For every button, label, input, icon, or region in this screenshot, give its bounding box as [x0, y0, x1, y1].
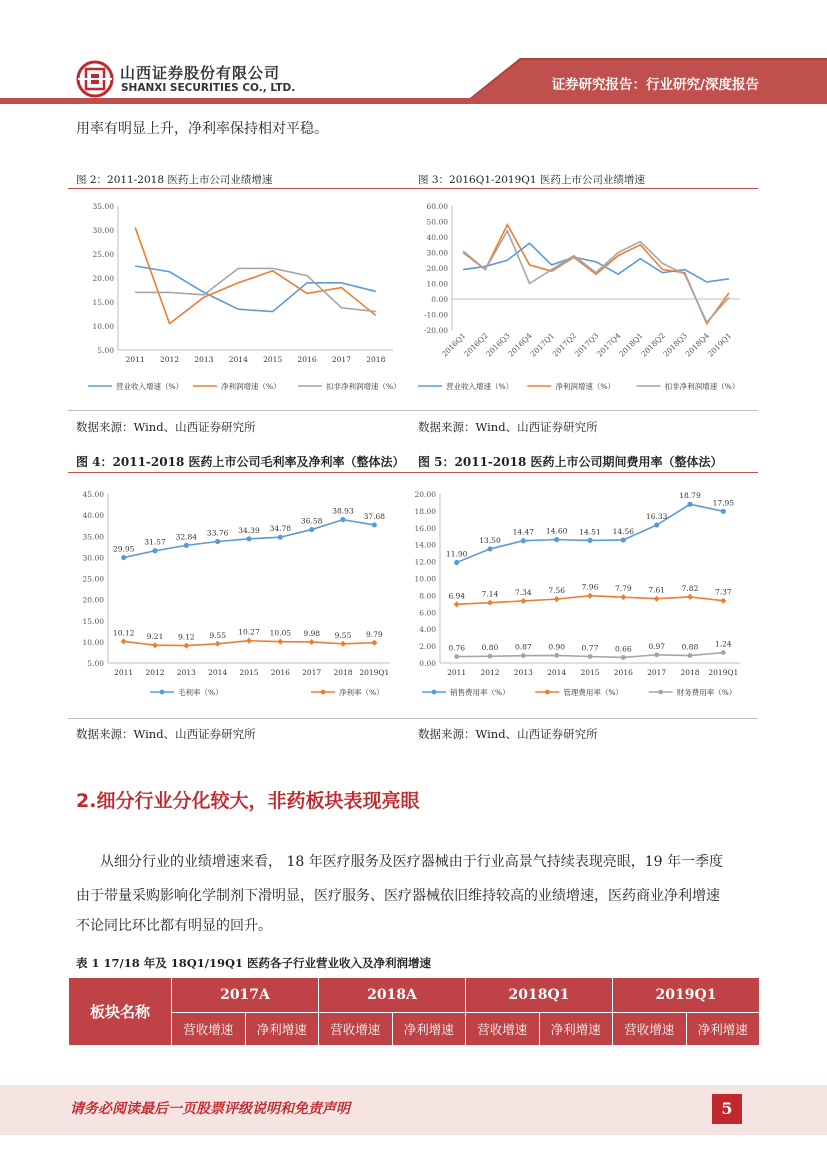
data-label: 0.87	[514, 642, 532, 652]
x-tick-label: 2016	[297, 355, 317, 364]
table-sub-header: 净利增速	[245, 1013, 319, 1046]
series-point	[371, 640, 377, 646]
y-tick-label: 35.00	[92, 202, 114, 211]
section-heading: 2.细分行业分化较大，非药板块表现亮眼	[76, 790, 420, 812]
x-tick-label: 2011	[125, 355, 145, 364]
series-point	[554, 596, 560, 602]
y-tick-label: 5.00	[87, 659, 104, 668]
data-label: 7.37	[714, 587, 732, 597]
table-title: 表 1 17/18 年及 18Q1/19Q1 医药各子行业营业收入及净利润增速	[76, 956, 431, 970]
x-tick-label: 2018	[680, 668, 700, 677]
y-tick-label: 2.00	[419, 642, 436, 652]
series-point	[521, 653, 526, 658]
fig4-title: 图 4：2011-2018 医药上市公司毛利率及净利率（整体法）	[76, 455, 405, 469]
data-label: 32.84	[175, 532, 198, 542]
data-label: 10.27	[238, 627, 260, 637]
series-point	[654, 522, 659, 527]
data-label: 0.80	[481, 643, 499, 653]
series-point	[554, 653, 559, 658]
data-label: 7.14	[481, 589, 499, 599]
series-point	[654, 652, 659, 657]
legend-label: 扣非净利润增速（%）	[664, 382, 740, 391]
series-line	[135, 268, 376, 311]
series-point	[687, 594, 693, 600]
x-tick-label: 2012	[160, 355, 180, 364]
data-label: 33.76	[206, 528, 229, 538]
x-tick-label: 2013	[176, 668, 196, 677]
table-sub-header: 净利增速	[539, 1013, 613, 1046]
data-label: 38.93	[332, 506, 354, 516]
x-tick-label: 2014	[208, 668, 228, 677]
data-label: 7.34	[514, 587, 532, 597]
legend-label: 扣非净利润增速（%）	[326, 382, 401, 391]
x-tick-label: 2019Q1	[708, 668, 739, 677]
data-label: 9.98	[303, 628, 321, 638]
fig4-chart	[68, 480, 408, 712]
x-tick-label: 2013	[513, 668, 533, 677]
y-tick-label: 10.00	[414, 574, 436, 584]
x-tick-label: 2017Q4	[594, 331, 623, 359]
series-point	[121, 638, 127, 644]
series-point	[184, 543, 189, 548]
table-sub-header: 营收增速	[172, 1013, 246, 1046]
disclaimer-link[interactable]: 请务必阅读最后一页股票评级说明和免责声明	[70, 1101, 350, 1117]
data-label: 7.82	[681, 583, 699, 593]
x-tick-label: 2014	[547, 668, 567, 677]
y-tick-label: 40.00	[426, 233, 448, 242]
data-label: 7.79	[614, 584, 632, 594]
intro-line: 用率有明显上升，净利率保持相对平稳。	[76, 121, 328, 137]
series-point	[587, 593, 593, 599]
fig-source-rule	[68, 410, 758, 411]
y-tick-label: 8.00	[419, 591, 436, 601]
series-point	[215, 641, 221, 647]
series-point	[488, 654, 493, 659]
data-label: 7.61	[648, 585, 666, 595]
series-point	[688, 653, 693, 658]
series-point	[340, 641, 346, 647]
series-point	[340, 517, 345, 522]
data-label: 0.90	[548, 642, 566, 652]
data-label: 14.47	[512, 527, 535, 537]
data-label: 16.33	[645, 512, 668, 522]
x-tick-label: 2016	[270, 668, 290, 677]
data-label: 36.58	[300, 516, 323, 526]
series-point	[152, 642, 158, 648]
company-name-en: SHANXI SECURITIES CO., LTD.	[121, 82, 296, 94]
x-tick-label: 2019Q1	[359, 668, 390, 677]
x-tick-label: 2011	[114, 668, 134, 677]
series-point	[246, 638, 252, 644]
series-point	[215, 539, 220, 544]
fig2-title: 图 2：2011-2018 医药上市公司业绩增速	[76, 174, 273, 186]
series-point	[277, 639, 283, 645]
data-label: 9.79	[365, 629, 383, 639]
y-tick-label: 10.00	[82, 637, 104, 647]
data-label: 14.51	[579, 527, 601, 537]
x-tick-label: 2018	[333, 668, 353, 677]
y-tick-label: 4.00	[419, 625, 436, 635]
legend-marker	[432, 690, 437, 695]
data-label: 10.12	[112, 628, 135, 638]
x-tick-label: 2016	[613, 668, 633, 677]
series-point	[309, 527, 314, 532]
legend-label: 销售费用率（%）	[450, 688, 510, 697]
paragraph-line-3: 不论同比环比都有明显的回升。	[76, 918, 272, 934]
data-label: 9.12	[177, 632, 195, 642]
x-tick-label: 2018Q3	[661, 331, 690, 359]
y-tick-label: -10.00	[423, 310, 448, 320]
y-tick-label: 30.00	[92, 226, 114, 235]
x-tick-label: 2018Q4	[683, 331, 712, 359]
fig-mid-rule	[68, 472, 758, 473]
series-line	[463, 231, 729, 322]
x-tick-label: 2017Q2	[550, 331, 579, 359]
fig5-chart	[410, 480, 758, 712]
table-period-header: 2018Q1	[466, 978, 613, 1013]
data-label: 0.66	[614, 644, 632, 654]
data-label: 37.68	[363, 511, 386, 521]
y-tick-label: 60.00	[426, 202, 448, 211]
data-label: 9.21	[146, 632, 164, 642]
industry-growth-table	[68, 977, 760, 1046]
table-row-header: 板块名称	[69, 978, 172, 1046]
fig4-source: 数据来源：Wind、山西证券研究所	[76, 727, 256, 741]
x-tick-label: 2017Q1	[528, 331, 557, 359]
series-point	[654, 596, 660, 602]
y-tick-label: 15.00	[92, 298, 114, 307]
y-tick-label: -20.00	[423, 326, 448, 335]
data-label: 10.05	[269, 628, 292, 638]
paragraph-line-1: 从细分行业的业绩增速来看， 18 年医疗服务及医疗器械由于行业高景气持续表现亮眼，19 年一季度	[100, 854, 723, 870]
x-tick-label: 2015	[580, 668, 600, 677]
data-label: 9.55	[209, 630, 227, 640]
series-point	[621, 537, 626, 542]
legend-marker	[160, 690, 165, 695]
y-tick-label: 18.00	[414, 506, 436, 516]
fig-source-rule-2	[68, 718, 758, 719]
series-point	[521, 538, 526, 543]
x-tick-label: 2016Q4	[506, 331, 534, 359]
table-sub-header: 营收增速	[466, 1013, 540, 1046]
table-period-header: 2017A	[172, 978, 319, 1013]
y-tick-label: 25.00	[92, 250, 114, 259]
legend-label: 营业收入增速（%）	[446, 382, 514, 391]
data-label: 1.24	[714, 639, 732, 649]
x-tick-label: 2019Q1	[705, 331, 734, 359]
data-label: 7.96	[581, 582, 599, 592]
data-label: 18.79	[679, 491, 701, 501]
series-point	[720, 598, 726, 604]
y-tick-label: 10.00	[426, 279, 448, 289]
data-label: 13.50	[479, 535, 501, 545]
x-tick-label: 2017	[331, 355, 351, 364]
data-label: 17.95	[712, 498, 735, 508]
fig5-title: 图 5：2011-2018 医药上市公司期间费用率（整体法）	[418, 455, 723, 469]
series-point	[454, 601, 460, 607]
y-tick-label: 40.00	[82, 511, 104, 521]
series-point	[520, 598, 526, 604]
y-tick-label: 25.00	[82, 574, 104, 584]
y-tick-label: 15.00	[82, 616, 104, 626]
company-name-cn: 山西证券股份有限公司	[120, 64, 281, 82]
series-point	[454, 654, 459, 659]
fig5-source: 数据来源：Wind、山西证券研究所	[418, 727, 598, 741]
fig3-source: 数据来源：Wind、山西证券研究所	[418, 420, 598, 434]
series-line	[135, 228, 376, 324]
legend-label: 净利润增速（%）	[555, 382, 615, 391]
x-tick-label: 2016Q3	[484, 331, 512, 359]
y-tick-label: 30.00	[426, 248, 448, 258]
y-tick-label: 20.00	[82, 595, 104, 605]
y-tick-label: 20.00	[426, 264, 448, 273]
paragraph-line-2: 由于带量采购影响化学制剂下滑明显，医疗服务、医疗器械依旧维持较高的业绩增速，医药商业净利增速	[76, 888, 720, 904]
x-tick-label: 2015	[263, 355, 283, 364]
y-tick-label: 0.00	[431, 295, 448, 304]
legend-label: 毛利率（%）	[178, 688, 223, 697]
series-point	[554, 537, 559, 542]
series-point	[620, 594, 626, 600]
y-tick-label: 50.00	[426, 217, 448, 227]
series-point	[454, 560, 459, 565]
series-point	[372, 522, 377, 527]
x-tick-label: 2017Q3	[572, 331, 601, 359]
data-label: 31.57	[144, 537, 166, 547]
series-point	[246, 536, 251, 541]
series-point	[721, 650, 726, 655]
x-tick-label: 2017	[647, 668, 667, 677]
series-point	[121, 555, 126, 560]
y-tick-label: 10.00	[92, 322, 114, 331]
table-sub-header: 营收增速	[613, 1013, 687, 1046]
data-label: 14.56	[612, 526, 635, 536]
legend-marker	[545, 690, 550, 695]
legend-marker	[658, 690, 663, 695]
table-sub-header: 净利增速	[686, 1013, 760, 1046]
y-tick-label: 16.00	[414, 523, 436, 533]
legend-label: 净利润增速（%）	[221, 382, 281, 391]
y-tick-label: 5.00	[97, 346, 114, 355]
data-label: 0.97	[648, 641, 666, 651]
data-label: 0.88	[681, 642, 699, 652]
x-tick-label: 2018Q1	[617, 331, 645, 359]
table-sub-header: 净利增速	[392, 1013, 466, 1046]
data-label: 6.94	[448, 591, 466, 601]
legend-label: 净利率（%）	[339, 688, 384, 697]
x-tick-label: 2011	[447, 668, 467, 677]
x-tick-label: 2015	[239, 668, 259, 677]
y-tick-label: 0.00	[419, 659, 436, 668]
y-tick-label: 20.00	[414, 490, 436, 499]
data-label: 34.78	[269, 524, 292, 534]
fig2-chart	[68, 192, 408, 404]
series-point	[621, 655, 626, 660]
y-tick-label: 6.00	[419, 608, 436, 618]
data-label: 34.39	[238, 525, 260, 535]
x-tick-label: 2016Q2	[462, 331, 490, 359]
y-tick-label: 12.00	[414, 557, 436, 567]
data-label: 9.55	[334, 630, 352, 640]
fig2-source: 数据来源：Wind、山西证券研究所	[76, 420, 256, 434]
series-point	[487, 546, 492, 551]
x-tick-label: 2018	[366, 355, 386, 364]
series-point	[687, 502, 692, 507]
series-point	[152, 548, 157, 553]
legend-label: 财务费用率（%）	[676, 688, 737, 697]
x-tick-label: 2018Q2	[639, 331, 667, 359]
y-tick-label: 14.00	[414, 540, 436, 550]
y-tick-label: 45.00	[82, 490, 104, 499]
data-label: 0.76	[448, 643, 466, 653]
report-type: 证券研究报告：行业研究/深度报告	[551, 77, 759, 93]
series-point	[587, 538, 592, 543]
table-period-header: 2019Q1	[613, 978, 760, 1013]
series-point	[309, 639, 315, 645]
fig3-title: 图 3：2016Q1-2019Q1 医药上市公司业绩增速	[418, 174, 645, 186]
series-point	[487, 600, 493, 606]
page-number: 5	[712, 1094, 742, 1124]
fig3-chart	[410, 192, 758, 404]
data-label: 0.77	[581, 643, 599, 653]
series-line	[463, 243, 729, 282]
series-point	[588, 654, 593, 659]
fig-top-rule	[68, 188, 758, 189]
x-tick-label: 2013	[194, 355, 214, 364]
data-label: 14.60	[545, 526, 568, 536]
y-tick-label: 20.00	[92, 274, 114, 283]
x-tick-label: 2017	[302, 668, 322, 677]
legend-label: 营业收入增速（%）	[116, 382, 184, 391]
x-tick-label: 2016Q1	[439, 331, 468, 359]
series-point	[183, 643, 189, 649]
table-sub-header: 营收增速	[319, 1013, 393, 1046]
table-period-header: 2018A	[319, 978, 466, 1013]
y-tick-label: 35.00	[82, 532, 104, 542]
series-line	[135, 266, 376, 312]
legend-marker	[321, 690, 326, 695]
data-label: 11.90	[445, 549, 468, 559]
legend-label: 管理费用率（%）	[563, 688, 623, 697]
company-logo-icon	[76, 60, 114, 98]
data-label: 7.56	[548, 586, 566, 596]
y-tick-label: 30.00	[82, 553, 104, 563]
series-point	[721, 509, 726, 514]
x-tick-label: 2012	[145, 668, 165, 677]
x-tick-label: 2014	[228, 355, 248, 364]
x-tick-label: 2012	[480, 668, 500, 677]
series-point	[278, 535, 283, 540]
data-label: 29.95	[112, 544, 135, 554]
